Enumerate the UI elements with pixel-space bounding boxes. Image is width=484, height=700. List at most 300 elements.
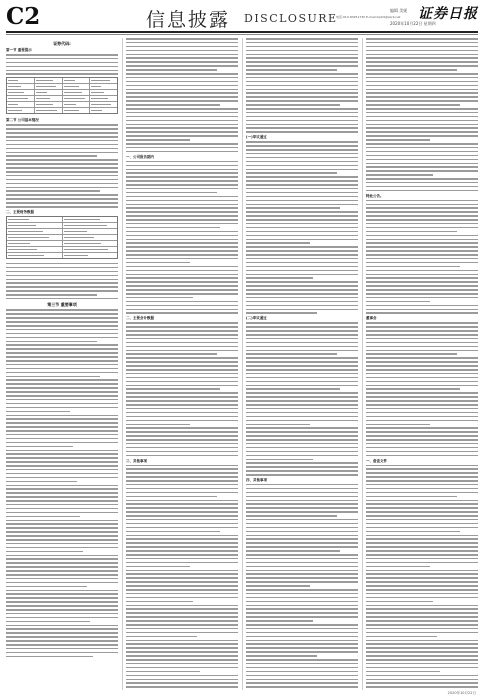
text-line	[126, 546, 238, 548]
text-line	[126, 285, 238, 287]
text-line	[6, 496, 118, 498]
text-line	[126, 531, 220, 533]
text-line	[6, 148, 118, 150]
table-cell	[63, 78, 91, 83]
text-line	[126, 223, 238, 225]
text-line	[246, 312, 317, 314]
text-line	[246, 558, 358, 560]
text-line	[6, 628, 118, 630]
text-line	[6, 187, 118, 189]
text-line	[366, 289, 478, 291]
text-line	[246, 554, 358, 556]
text-line	[126, 655, 238, 657]
text-line	[366, 61, 478, 63]
text-line	[6, 321, 118, 323]
table-cell-text	[8, 80, 18, 81]
text-line	[246, 459, 313, 461]
text-line	[366, 200, 478, 202]
text-line	[246, 392, 358, 394]
text-line	[366, 404, 478, 406]
table-cell-text	[91, 80, 110, 81]
text-line	[126, 640, 238, 642]
text-line	[246, 500, 358, 502]
table-cell	[63, 229, 118, 234]
text-line	[246, 377, 358, 379]
text-line	[366, 239, 478, 241]
text-line	[366, 601, 433, 603]
text-line	[366, 305, 478, 307]
text-line	[6, 590, 118, 592]
text-line	[366, 127, 478, 129]
text-line	[366, 546, 478, 548]
text-line	[246, 686, 358, 688]
text-line	[126, 270, 238, 272]
text-line	[366, 104, 460, 106]
column-divider	[242, 38, 243, 690]
text-line	[126, 184, 238, 186]
subsection-heading: 三、其他事项	[126, 458, 147, 463]
text-line	[126, 679, 238, 681]
text-line	[366, 89, 478, 91]
text-line	[126, 651, 238, 653]
text-line	[246, 369, 358, 371]
table-cell-text	[64, 80, 76, 81]
text-line	[366, 207, 478, 209]
text-line	[366, 174, 433, 176]
column-4	[366, 38, 478, 690]
table-cell-text	[64, 104, 76, 105]
text-line	[246, 176, 358, 178]
text-line	[126, 492, 238, 494]
text-line	[6, 488, 118, 490]
text-line	[126, 570, 238, 572]
masthead-rule-thin	[6, 34, 478, 35]
text-line	[246, 470, 358, 472]
table-cell	[7, 96, 35, 101]
text-line	[246, 270, 358, 272]
text-line	[6, 364, 118, 366]
text-line	[246, 246, 358, 248]
text-line	[246, 211, 358, 213]
text-line	[126, 235, 238, 237]
text-line	[126, 309, 238, 311]
text-line	[126, 663, 238, 665]
text-line	[126, 108, 238, 110]
text-line	[246, 309, 358, 311]
text-line	[246, 330, 358, 332]
text-line	[6, 399, 118, 401]
text-line	[126, 219, 238, 221]
text-line	[246, 474, 358, 476]
text-line	[366, 227, 478, 229]
text-line	[6, 387, 118, 389]
text-line	[126, 439, 238, 441]
text-line	[366, 538, 478, 540]
text-line	[126, 608, 238, 610]
text-line	[126, 632, 238, 634]
table-cell-text	[8, 243, 30, 244]
text-line	[246, 254, 358, 256]
text-line	[366, 488, 478, 490]
table-cell	[35, 84, 63, 89]
text-line	[246, 663, 358, 665]
text-line	[6, 543, 118, 545]
text-line	[246, 350, 358, 352]
text-line	[126, 573, 238, 575]
table-cell-text	[91, 86, 101, 87]
text-line	[246, 651, 358, 653]
text-line	[246, 293, 358, 295]
text-line	[366, 350, 478, 352]
text-line	[6, 551, 83, 553]
text-line	[366, 527, 478, 529]
table-cell-text	[36, 104, 54, 105]
text-line	[6, 625, 118, 627]
text-line	[366, 163, 478, 165]
text-line	[6, 648, 118, 650]
table-cell-text	[8, 92, 24, 93]
text-line	[246, 289, 358, 291]
text-line	[246, 69, 337, 71]
text-line	[126, 65, 238, 67]
text-line	[246, 274, 358, 276]
text-line	[246, 57, 358, 59]
text-line	[6, 136, 118, 138]
text-line	[126, 601, 193, 603]
text-line	[126, 535, 238, 537]
table-cell-text	[64, 249, 108, 250]
text-line	[246, 616, 358, 618]
text-line	[366, 412, 478, 414]
text-line	[246, 659, 358, 661]
text-line	[366, 647, 478, 649]
text-line	[246, 207, 340, 209]
table-cell	[35, 102, 63, 107]
text-line	[366, 655, 478, 657]
text-line	[6, 656, 93, 658]
text-line	[246, 577, 358, 579]
text-line	[126, 628, 238, 630]
text-line	[246, 503, 358, 505]
table-cell-text	[64, 255, 89, 256]
text-line	[6, 391, 118, 393]
text-line	[246, 601, 358, 603]
footer-date: 2020年10月22日	[447, 691, 476, 695]
text-line	[246, 184, 358, 186]
text-line	[366, 170, 478, 172]
text-line	[366, 285, 478, 287]
text-line	[6, 411, 70, 413]
issue-date: 2020年10月22日 星期四	[390, 21, 436, 26]
text-line	[366, 151, 478, 153]
text-line	[6, 175, 118, 177]
text-line	[246, 427, 358, 429]
text-line	[126, 204, 238, 206]
table-cell-text	[91, 104, 111, 105]
text-line	[366, 651, 478, 653]
text-line	[246, 120, 358, 122]
text-line	[246, 46, 358, 48]
text-line	[246, 566, 358, 568]
text-line	[6, 155, 97, 157]
text-line	[366, 616, 478, 618]
text-line	[366, 550, 478, 552]
table-cell	[63, 217, 118, 222]
text-line	[366, 361, 478, 363]
text-line	[126, 211, 238, 213]
subsection-heading: 四、其他事项	[246, 477, 267, 482]
text-line	[246, 250, 358, 252]
text-line	[246, 285, 358, 287]
table-cell-text	[91, 98, 107, 99]
text-line	[6, 352, 118, 354]
table-cell	[90, 96, 117, 101]
text-line	[246, 89, 358, 91]
table-cell	[63, 253, 118, 258]
text-line	[6, 407, 118, 409]
text-line	[246, 632, 358, 634]
text-line	[126, 597, 238, 599]
text-line	[6, 286, 118, 288]
table-cell	[63, 84, 91, 89]
table-cell	[7, 235, 63, 240]
text-line	[126, 523, 238, 525]
text-line	[6, 601, 118, 603]
text-line	[366, 219, 478, 221]
text-line	[126, 242, 238, 244]
text-line	[366, 266, 460, 268]
text-line	[126, 85, 238, 87]
text-line	[246, 77, 358, 79]
text-line	[246, 381, 358, 383]
text-line	[6, 309, 118, 311]
text-line	[126, 451, 238, 453]
text-line	[6, 609, 118, 611]
text-line	[366, 297, 478, 299]
table-cell-text	[8, 225, 36, 226]
text-line	[366, 135, 478, 137]
text-line	[366, 447, 478, 449]
text-line	[126, 207, 238, 209]
text-line	[366, 392, 478, 394]
text-line	[6, 267, 118, 269]
text-line	[126, 254, 238, 256]
text-line	[126, 377, 238, 379]
text-line	[6, 73, 118, 75]
text-line	[366, 605, 478, 607]
section-heading: 证券代码:	[53, 41, 71, 46]
text-line	[6, 527, 118, 529]
text-line	[126, 527, 238, 529]
text-line	[6, 372, 118, 374]
text-line	[246, 227, 358, 229]
table-cell	[7, 108, 35, 113]
text-line	[366, 373, 478, 375]
text-line	[366, 500, 478, 502]
text-line	[246, 484, 358, 486]
text-line	[246, 235, 358, 237]
text-line	[246, 346, 358, 348]
table-cell-text	[8, 98, 28, 99]
text-line	[126, 147, 238, 149]
text-line	[366, 50, 478, 52]
text-line	[126, 250, 238, 252]
text-line	[246, 141, 358, 143]
text-line	[366, 116, 478, 118]
text-line	[6, 317, 118, 319]
text-line	[246, 373, 358, 375]
text-line	[246, 643, 358, 645]
text-line	[366, 342, 478, 344]
text-line	[6, 159, 118, 161]
table-cell-text	[36, 86, 56, 87]
text-line	[246, 612, 358, 614]
text-line	[366, 190, 478, 192]
text-line	[6, 70, 118, 72]
text-line	[6, 485, 118, 487]
text-line	[246, 624, 358, 626]
text-line	[366, 147, 478, 149]
text-line	[366, 330, 478, 332]
text-line	[126, 338, 238, 340]
text-line	[6, 558, 118, 560]
table-cell-text	[36, 98, 50, 99]
text-line	[6, 163, 118, 165]
text-line	[6, 198, 118, 200]
text-line	[366, 570, 478, 572]
text-line	[6, 566, 118, 568]
text-line	[246, 385, 358, 387]
text-line	[246, 589, 358, 591]
text-line	[126, 468, 238, 470]
text-line	[126, 511, 238, 513]
text-line	[6, 140, 118, 142]
text-line	[366, 69, 457, 71]
text-line	[246, 412, 358, 414]
text-line	[6, 453, 118, 455]
table-cell-text	[8, 104, 18, 105]
table-cell-text	[64, 110, 80, 111]
table-cell	[35, 78, 63, 83]
text-line	[366, 46, 478, 48]
text-line	[366, 455, 478, 457]
text-line	[246, 85, 358, 87]
text-line	[126, 297, 193, 299]
text-line	[366, 640, 478, 642]
text-line	[246, 262, 358, 264]
text-line	[126, 100, 238, 102]
text-line	[366, 57, 478, 59]
text-line	[6, 652, 118, 654]
text-line	[246, 535, 358, 537]
text-line	[126, 131, 238, 133]
table-cell	[63, 247, 118, 252]
text-line	[246, 573, 358, 575]
column-3	[246, 38, 358, 690]
text-line	[366, 365, 478, 367]
text-line	[366, 204, 478, 206]
text-line	[366, 531, 460, 533]
text-line	[246, 231, 358, 233]
text-line	[126, 180, 238, 182]
text-line	[366, 566, 430, 568]
text-line	[6, 520, 118, 522]
table-cell-text	[91, 92, 104, 93]
text-line	[6, 167, 118, 169]
text-line	[246, 145, 358, 147]
text-line	[126, 326, 238, 328]
text-line	[366, 120, 478, 122]
text-line	[366, 159, 478, 161]
text-line	[366, 274, 478, 276]
page-code: C2	[6, 3, 41, 30]
text-line	[6, 179, 118, 181]
text-line	[6, 613, 118, 615]
text-line	[126, 675, 238, 677]
column-divider	[122, 38, 123, 690]
text-line	[6, 194, 118, 196]
text-line	[126, 361, 238, 363]
text-line	[126, 96, 238, 98]
text-line	[126, 643, 238, 645]
data-table	[6, 216, 118, 259]
text-line	[126, 357, 238, 359]
text-line	[366, 608, 478, 610]
text-line	[6, 481, 77, 483]
text-line	[126, 188, 238, 190]
text-line	[366, 301, 430, 303]
text-line	[246, 172, 337, 174]
table-cell	[7, 253, 63, 258]
text-line	[126, 447, 238, 449]
text-line	[126, 554, 238, 556]
text-line	[246, 488, 358, 490]
text-line	[366, 353, 457, 355]
text-line	[246, 219, 358, 221]
text-line	[246, 431, 358, 433]
text-line	[366, 416, 478, 418]
text-line	[246, 188, 358, 190]
text-line	[366, 326, 478, 328]
text-line	[366, 620, 478, 622]
text-line	[246, 562, 358, 564]
text-line	[126, 589, 238, 591]
text-line	[366, 231, 457, 233]
text-line	[366, 242, 478, 244]
text-line	[6, 263, 118, 265]
text-line	[366, 381, 478, 383]
text-line	[126, 301, 238, 303]
text-line	[6, 593, 118, 595]
text-line	[6, 144, 118, 146]
text-line	[246, 570, 358, 572]
table-cell	[63, 102, 91, 107]
text-line	[366, 686, 478, 688]
column-divider	[362, 38, 363, 690]
text-line	[366, 663, 478, 665]
text-line	[366, 38, 478, 40]
text-line	[246, 443, 358, 445]
text-line	[6, 66, 118, 68]
table-cell	[63, 241, 118, 246]
text-line	[246, 679, 358, 681]
table-cell-text	[36, 110, 57, 111]
section-heading: 第三节 重要事项	[47, 302, 77, 308]
text-line	[126, 61, 238, 63]
text-line	[126, 515, 238, 517]
text-line	[126, 412, 238, 414]
table-cell-text	[64, 237, 94, 238]
